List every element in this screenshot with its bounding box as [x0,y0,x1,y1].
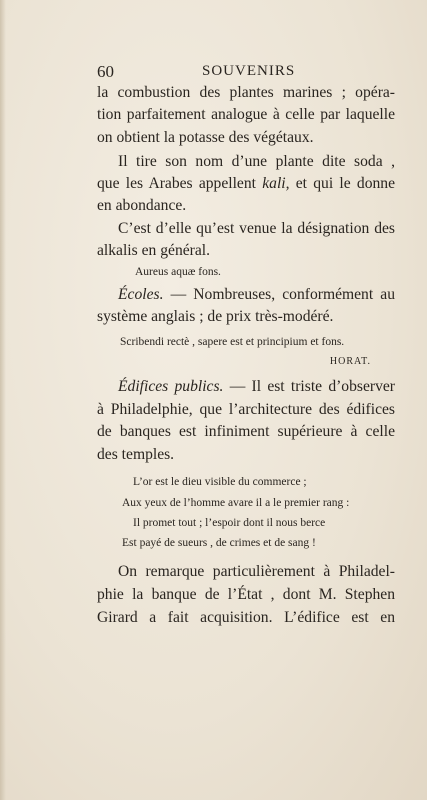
text-line: alkalis en général. [97,242,211,259]
text-line: que les Arabes appellent kali, et qui le donne [97,175,396,192]
quote-attribution: HORAT. [329,356,371,367]
text-line: à Philadelphie, que l’architecture des édifices [97,401,395,418]
text-line: Il tire son nom d’une plante dite soda , [118,153,395,170]
text-line: on obtient la potasse des végétaux. [97,129,314,146]
verse-line: Est payé de sueurs , de crimes et de sang ! [122,537,316,549]
text-line: tion parfaitement analogue à celle par laquelle [97,106,395,123]
latin-quote: Scribendi rectè , sapere est et principium et fons. [120,336,345,348]
section-heading: Édifices publics. [118,378,224,395]
text-line: système anglais ; de prix très-modéré. [97,308,334,325]
verse-line: Aux yeux de l’homme avare il a le premier rang : [122,497,350,509]
page-header [0,62,427,82]
text-line: en abondance. [97,197,187,214]
italic-term: kali, [262,175,290,192]
text-line: des temples. [97,446,175,463]
text-line: de banques est infiniment supérieure à celle [97,423,395,440]
running-head: SOUVENIRS [202,63,296,79]
text-line: C’est d’elle qu’est venue la désignation des [118,220,395,237]
page-number: 60 [97,62,114,81]
text-line: Édifices publics. — Il est triste d’observer [118,378,395,395]
verse-line: L’or est le dieu visible du commerce ; [133,476,307,488]
latin-quote: Aureus aquæ fons. [135,266,221,278]
text-line: Écoles. — Nombreuses, conformément au [118,286,395,303]
page-fold-shadow [0,0,6,800]
text-line: phie la banque de l’État , dont M. Stephen [97,586,395,603]
verse-line: Il promet tout ; l’espoir dont il nous berce [133,517,326,529]
text-line: Girard a fait acquisition. L’édifice est en [97,609,395,626]
text-line: On remarque particulièrement à Philadel- [118,563,395,580]
text-line: la combustion des plantes marines ; opéra- [97,84,395,101]
section-heading: Écoles. [118,286,164,303]
